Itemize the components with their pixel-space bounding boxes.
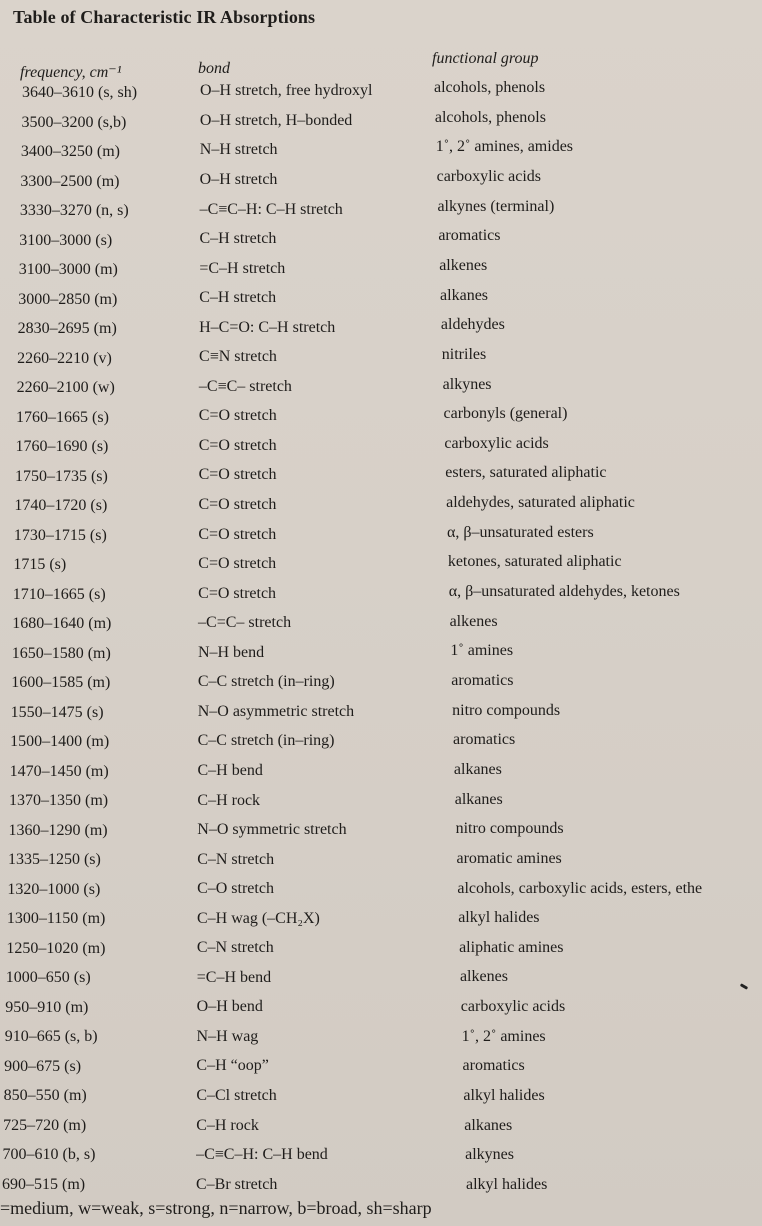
bond-cell: O–H stretch, free hydroxyl bbox=[200, 82, 373, 100]
table-row bbox=[0, 138, 762, 171]
frequency-cell: 910–665 (s, b) bbox=[4, 1028, 98, 1045]
bond-cell: C–H rock bbox=[196, 1116, 259, 1134]
frequency-cell: 700–610 (b, s) bbox=[2, 1146, 96, 1163]
table-row bbox=[0, 286, 762, 319]
table-row bbox=[0, 434, 762, 466]
column-header-functional-group: functional group bbox=[432, 50, 539, 67]
bond-cell: C–N stretch bbox=[197, 850, 275, 868]
bond-cell: C–O stretch bbox=[197, 880, 274, 898]
functional-group-cell: nitro compounds bbox=[452, 701, 561, 719]
functional-group-cell: alkyl halides bbox=[463, 1087, 545, 1104]
frequency-cell: 950–910 (m) bbox=[5, 998, 89, 1016]
frequency-cell: 1300–1150 (m) bbox=[6, 910, 106, 927]
table-row bbox=[0, 910, 762, 938]
frequency-cell: 1470–1450 (m) bbox=[9, 762, 109, 780]
frequency-cell: 850–550 (m) bbox=[3, 1087, 87, 1104]
frequency-cell: 1600–1585 (m) bbox=[11, 674, 111, 691]
functional-group-cell: 1˚ amines bbox=[450, 642, 514, 660]
bond-cell: O–H bend bbox=[196, 998, 263, 1016]
bond-cell: C–H “oop” bbox=[196, 1057, 269, 1075]
frequency-cell: 1760–1690 (s) bbox=[15, 438, 109, 455]
functional-group-cell: aromatic amines bbox=[456, 849, 562, 867]
table-row bbox=[0, 553, 762, 584]
functional-group-cell: alkanes bbox=[453, 760, 502, 778]
bond-cell: C≡N stretch bbox=[199, 348, 277, 366]
table-row bbox=[0, 375, 762, 407]
frequency-cell: 3300–2500 (m) bbox=[20, 172, 120, 190]
functional-group-cell: alkanes bbox=[464, 1116, 513, 1134]
frequency-cell: 3400–3250 (m) bbox=[20, 143, 121, 160]
functional-group-cell: aromatics bbox=[462, 1057, 525, 1075]
functional-group-cell: alcohols, carboxylic acids, esters, ethe bbox=[457, 879, 703, 897]
functional-group-cell: nitro compounds bbox=[455, 820, 564, 838]
functional-group-cell: ketones, saturated aliphatic bbox=[447, 553, 622, 571]
frequency-cell: 1730–1715 (s) bbox=[13, 526, 107, 544]
table-row bbox=[0, 494, 762, 525]
bond-cell: C=O stretch bbox=[198, 496, 277, 514]
functional-group-cell: alkynes (terminal) bbox=[437, 197, 555, 215]
bond-cell: C–H stretch bbox=[199, 289, 277, 307]
bond-cell: C=O stretch bbox=[198, 555, 277, 573]
frequency-cell: 2830–2695 (m) bbox=[17, 320, 117, 337]
table-row bbox=[0, 227, 762, 260]
frequency-cell: 1710–1665 (s) bbox=[12, 585, 106, 603]
frequency-cell: 2260–2210 (v) bbox=[17, 349, 112, 367]
functional-group-cell: carboxylic acids bbox=[444, 434, 549, 452]
frequency-cell: 1740–1720 (s) bbox=[14, 497, 108, 514]
frequency-cell: 1320–1000 (s) bbox=[7, 880, 101, 898]
frequency-cell: 1715 (s) bbox=[13, 556, 67, 573]
bond-cell: C=O stretch bbox=[198, 584, 277, 602]
table-row bbox=[0, 256, 762, 289]
bond-cell: –C≡C–H: C–H bend bbox=[196, 1146, 328, 1164]
functional-group-cell: carboxylic acids bbox=[460, 998, 566, 1016]
functional-group-cell: alkynes bbox=[465, 1146, 514, 1164]
bond-cell: C–C stretch (in–ring) bbox=[197, 673, 335, 691]
table-row bbox=[0, 1087, 762, 1115]
frequency-cell: 2260–2100 (w) bbox=[16, 379, 115, 396]
table-row bbox=[0, 612, 762, 643]
table-row bbox=[0, 969, 762, 997]
frequency-cell: 3330–3270 (n, s) bbox=[19, 202, 129, 219]
table-row bbox=[0, 345, 762, 378]
table-row bbox=[0, 940, 762, 968]
column-header-bond: bond bbox=[198, 60, 230, 77]
column-header-frequency: frequency, cm⁻¹ bbox=[20, 64, 122, 81]
table-row bbox=[0, 79, 762, 112]
bond-cell: C=O stretch bbox=[198, 466, 277, 484]
table-row bbox=[0, 523, 762, 555]
bond-cell: C–Br stretch bbox=[196, 1175, 278, 1193]
functional-group-cell: alkynes bbox=[442, 375, 492, 393]
bond-cell: C–C stretch (in–ring) bbox=[197, 732, 335, 750]
frequency-cell: 1550–1475 (s) bbox=[10, 703, 104, 721]
table-row bbox=[0, 733, 762, 761]
functional-group-cell: alkenes bbox=[459, 968, 508, 986]
bond-cell: –C≡C– stretch bbox=[198, 377, 292, 395]
functional-group-cell: aromatics bbox=[438, 227, 501, 245]
bond-cell: –C=C– stretch bbox=[198, 614, 292, 632]
functional-group-cell: alkanes bbox=[440, 286, 489, 304]
table-row bbox=[0, 197, 762, 230]
frequency-cell: 725–720 (m) bbox=[3, 1116, 87, 1134]
frequency-cell: 900–675 (s) bbox=[4, 1057, 82, 1075]
frequency-cell: 1250–1020 (m) bbox=[6, 939, 106, 957]
functional-group-cell: aromatics bbox=[453, 731, 516, 749]
bond-cell: =C–H stretch bbox=[199, 259, 286, 277]
bond-cell: C–H wag (–CH₂X) bbox=[196, 909, 320, 927]
frequency-cell: 3100–3000 (s) bbox=[19, 231, 113, 249]
table-row bbox=[0, 168, 762, 201]
functional-group-cell: esters, saturated aliphatic bbox=[445, 464, 607, 482]
bond-cell: C–Cl stretch bbox=[196, 1087, 277, 1104]
functional-group-cell: alkenes bbox=[439, 256, 488, 274]
frequency-cell: 1500–1400 (m) bbox=[10, 733, 110, 750]
bond-cell: C–H rock bbox=[197, 791, 261, 809]
table-row bbox=[0, 316, 762, 348]
functional-group-cell: carbonyls (general) bbox=[443, 405, 568, 423]
bond-cell: N–H bend bbox=[197, 643, 265, 661]
functional-group-cell: aromatics bbox=[451, 671, 514, 689]
table-row bbox=[0, 464, 762, 496]
bond-cell: C=O stretch bbox=[198, 525, 277, 543]
functional-group-cell: aldehydes bbox=[440, 316, 505, 334]
functional-group-cell: α, β–unsaturated esters bbox=[446, 523, 594, 541]
functional-group-cell: alcohols, phenols bbox=[434, 79, 546, 97]
frequency-cell: 1680–1640 (m) bbox=[12, 615, 112, 632]
functional-group-cell: carboxylic acids bbox=[436, 168, 541, 185]
table-row bbox=[0, 108, 762, 142]
frequency-cell: 1360–1290 (m) bbox=[8, 821, 108, 839]
legend-footnote: =medium, w=weak, s=strong, n=narrow, b=broad, sh=sharp bbox=[0, 1198, 432, 1218]
frequency-cell: 1760–1665 (s) bbox=[16, 408, 109, 426]
functional-group-cell: alkyl halides bbox=[466, 1175, 548, 1193]
frequency-cell: 3000–2850 (m) bbox=[18, 290, 118, 308]
functional-group-cell: alkanes bbox=[454, 790, 503, 808]
table-row bbox=[0, 822, 762, 850]
bond-cell: O–H stretch bbox=[199, 171, 278, 188]
frequency-cell: 3640–3610 (s, sh) bbox=[22, 84, 138, 101]
functional-group-cell: alkenes bbox=[449, 612, 498, 630]
functional-group-cell: aliphatic amines bbox=[459, 938, 564, 956]
bond-cell: C–H bend bbox=[197, 761, 263, 779]
table-row bbox=[0, 881, 762, 909]
frequency-cell: 1370–1350 (m) bbox=[9, 792, 109, 809]
bond-cell: C=O stretch bbox=[198, 436, 277, 454]
bond-cell: N–H wag bbox=[196, 1027, 259, 1045]
frequency-cell: 690–515 (m) bbox=[2, 1175, 86, 1193]
table-row bbox=[0, 760, 762, 791]
functional-group-cell: alcohols, phenols bbox=[434, 108, 546, 126]
bond-cell: N–O symmetric stretch bbox=[197, 821, 347, 839]
frequency-cell: 3100–3000 (m) bbox=[18, 261, 118, 278]
table-row bbox=[0, 583, 762, 614]
table-row bbox=[0, 1058, 762, 1086]
bond-cell: –C≡C–H: C–H stretch bbox=[199, 200, 343, 218]
bond-cell: N–O asymmetric stretch bbox=[197, 702, 355, 720]
bond-cell: =C–H bend bbox=[196, 968, 272, 986]
bond-cell: H–C=O: C–H stretch bbox=[199, 318, 336, 336]
table-row bbox=[0, 792, 762, 820]
functional-group-cell: nitriles bbox=[441, 345, 487, 363]
bond-cell: N–H stretch bbox=[199, 141, 278, 159]
functional-group-cell: α, β–unsaturated aldehydes, ketones bbox=[448, 583, 680, 601]
functional-group-cell: alkyl halides bbox=[458, 909, 540, 927]
functional-group-cell: 1˚, 2˚ amines bbox=[461, 1027, 546, 1045]
table-row bbox=[0, 671, 762, 702]
functional-group-cell: aldehydes, saturated aliphatic bbox=[446, 494, 635, 512]
frequency-cell: 1335–1250 (s) bbox=[7, 851, 101, 868]
table-row bbox=[0, 701, 762, 732]
table-row bbox=[0, 999, 762, 1027]
table-row bbox=[0, 1146, 762, 1174]
bond-cell: C=O stretch bbox=[198, 407, 277, 425]
table-row bbox=[0, 851, 762, 879]
table-row bbox=[0, 1117, 762, 1145]
table-row bbox=[0, 1028, 762, 1056]
table-row bbox=[0, 642, 762, 673]
page-title: Table of Characteristic IR Absorptions bbox=[13, 7, 316, 27]
frequency-cell: 3500–3200 (s,b) bbox=[21, 113, 127, 131]
table-row bbox=[0, 405, 762, 437]
bond-cell: C–N stretch bbox=[196, 939, 274, 957]
bond-cell: O–H stretch, H–bonded bbox=[199, 111, 353, 129]
functional-group-cell: 1˚, 2˚ amines, amides bbox=[435, 138, 574, 156]
frequency-cell: 1650–1580 (m) bbox=[11, 644, 111, 662]
bond-cell: C–H stretch bbox=[199, 230, 277, 248]
frequency-cell: 1750–1735 (s) bbox=[14, 467, 108, 485]
frequency-cell: 1000–650 (s) bbox=[5, 969, 91, 986]
